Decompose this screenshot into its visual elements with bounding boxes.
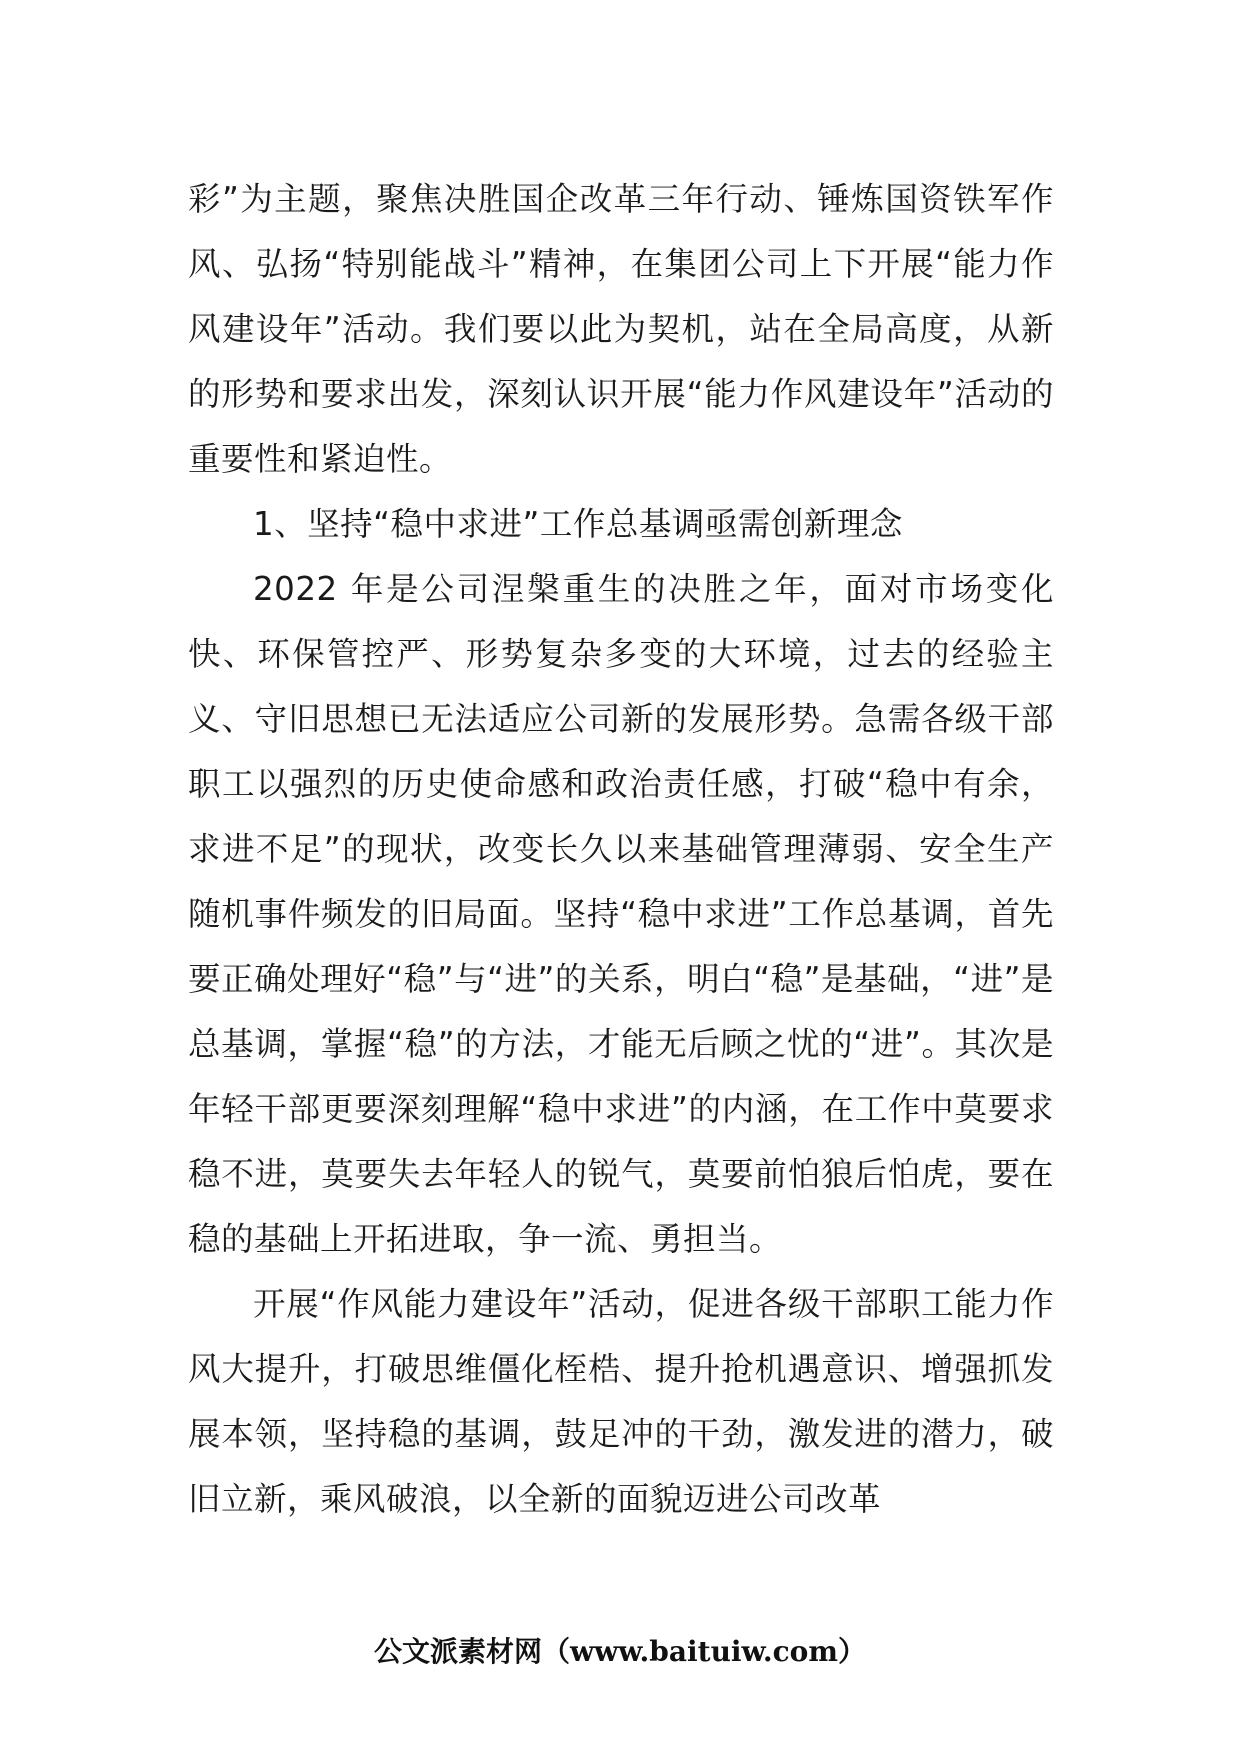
paragraph-continuation: 彩”为主题，聚焦决胜国企改革三年行动、锤炼国资铁军作风、弘扬“特别能战斗”精神，在集团公司上下开展“能力作风建设年”活动。我们要以此为契机，站在全局高度，从新的形势和要求出发，深刻认识开展“能力作风建设年”活动的重要性和紧迫性。 <box>188 180 1054 478</box>
paragraph: 2022 年是公司涅槃重生的决胜之年，面对市场变化快、环保管控严、形势复杂多变的大环境，过去的经验主义、守旧思想已无法适应公司新的发展形势。急需各级干部职工以强烈的历史使命感和政治责任感，打破“稳中有余，求进不足”的现状，改变长久以来基础管理薄弱、安全生产随机事件频发的旧局面。坚持“稳中求进”工作总基调，首先要正确处理好“稳”与“进”的关系，明白“稳”是基础，“进”是总基调，掌握“稳”的方法，才能无后顾之忧的“进”。其次是年轻干部更要深刻理解“稳中求进”的内涵，在工作中莫要求稳不进，莫要失去年轻人的锐气，莫要前怕狼后怕虎，要在稳的基础上开拓进取，争一流、勇担当。 <box>188 570 1054 1258</box>
paragraph: 开展“作风能力建设年”活动，促进各级干部职工能力作风大提升，打破思维僵化桎梏、提升抢机遇意识、增强抓发展本领，坚持稳的基调，鼓足冲的干劲，激发进的潜力，破旧立新，乘风破浪，以全新的面貌迈进公司改革 <box>188 1285 1054 1518</box>
section-heading: 1、坚持“稳中求进”工作总基调亟需创新理念 <box>253 505 903 543</box>
document-body <box>188 167 1054 1532</box>
footer-source: 公文派素材网（www.baituiw.com） <box>374 1635 866 1668</box>
